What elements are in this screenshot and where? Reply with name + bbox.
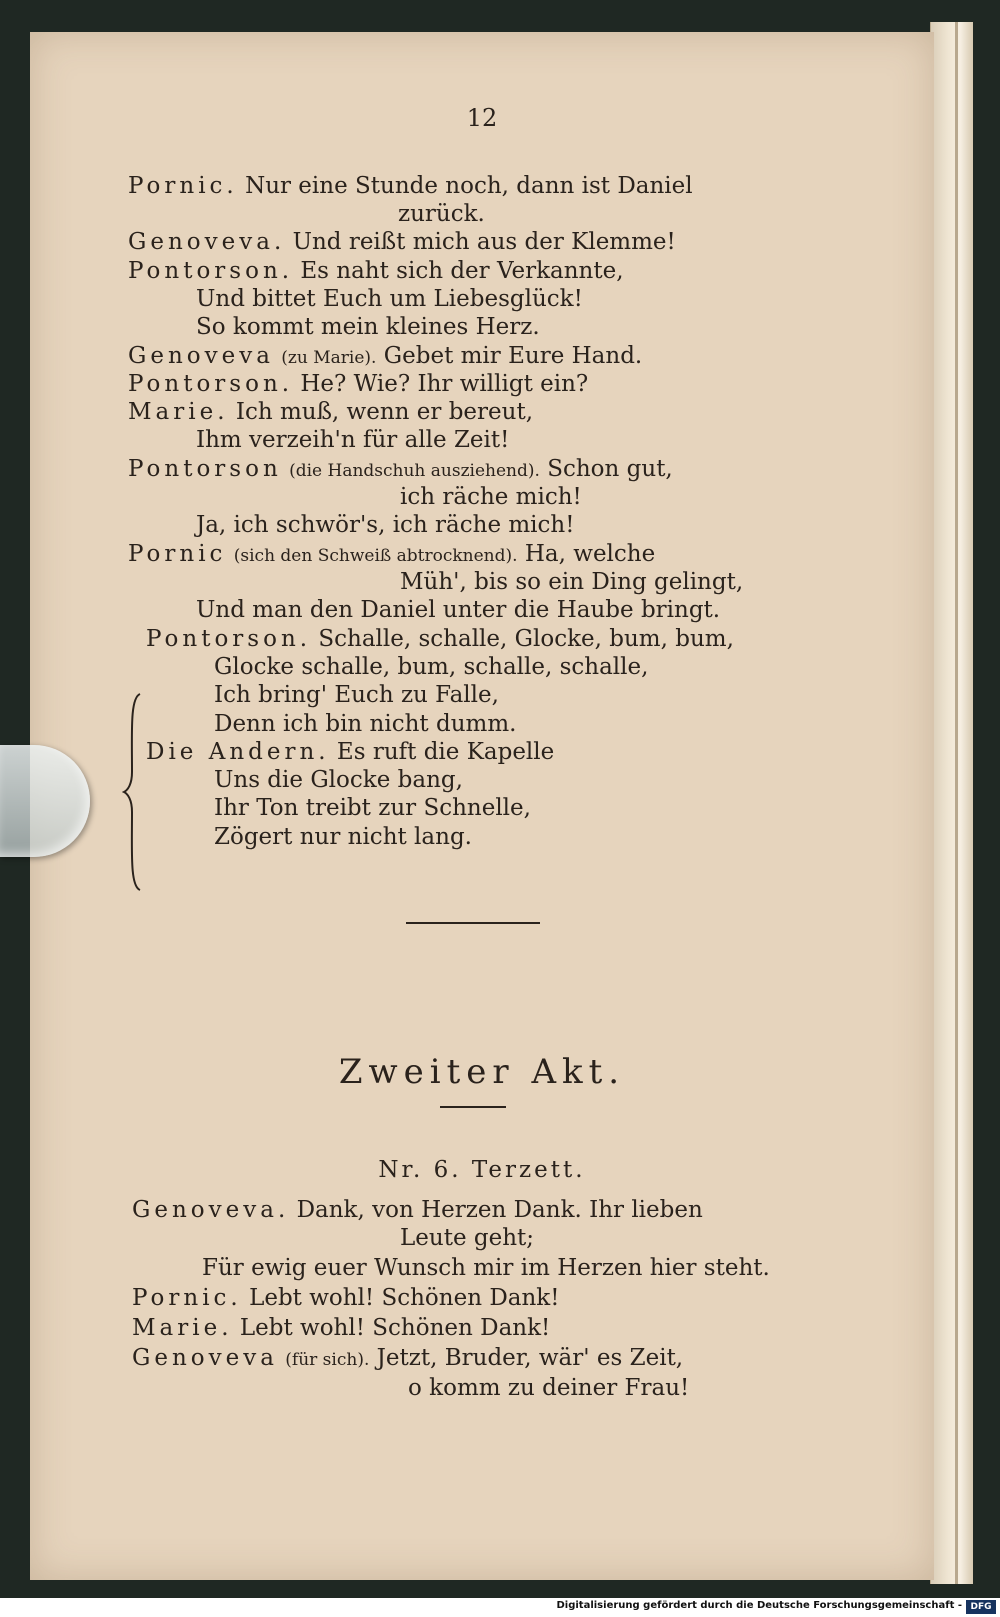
speaker: Marie. (128, 399, 229, 425)
page-number: 12 (466, 104, 498, 132)
text-line (214, 653, 648, 681)
line-text: zurück. (398, 201, 485, 227)
text-line (214, 681, 499, 709)
speaker: Pontorson (128, 456, 282, 482)
line-text: Glocke schalle, bum, schalle, schalle, (214, 654, 649, 680)
speaker: Pontorson. (128, 258, 294, 284)
line-text: Schon gut, (547, 456, 673, 482)
line-text: Gebet mir Eure Hand. (383, 343, 643, 369)
text-line (128, 228, 676, 256)
text-line (400, 1224, 534, 1252)
text-line (128, 540, 655, 570)
page-fold (955, 22, 958, 1584)
text-line (400, 483, 582, 511)
speaker: Genoveva (132, 1345, 278, 1371)
line-text: Ich bring' Euch zu Falle, (214, 682, 499, 708)
text-line (128, 257, 624, 285)
text-line (128, 342, 642, 372)
speaker: Pontorson. (128, 371, 294, 397)
line-text: Lebt wohl! Schönen Dank! (239, 1315, 551, 1341)
line-text: Leute geht; (400, 1225, 535, 1251)
line-text: Zögert nur nicht lang. (214, 824, 472, 850)
line-text: Es ruft die Kapelle (336, 739, 555, 765)
stage-direction: (für sich). (285, 1350, 370, 1370)
stage-direction: (die Handschuh ausziehend). (289, 461, 540, 481)
book-page (30, 32, 934, 1580)
line-text: Ihm verzeih'n für alle Zeit! (196, 427, 510, 453)
line-text: o komm zu deiner Frau! (408, 1375, 690, 1401)
line-text: Müh', bis so ein Ding gelingt, (400, 569, 744, 595)
line-text: Ihr Ton treibt zur Schnelle, (214, 795, 531, 821)
divider-rule-short (440, 1106, 506, 1108)
text-line (196, 426, 509, 454)
speaker: Marie. (132, 1315, 233, 1341)
line-text: Uns die Glocke bang, (214, 767, 463, 793)
text-line (128, 172, 693, 200)
speaker: Genoveva. (128, 229, 286, 255)
line-text: Ha, welche (524, 541, 656, 567)
text-line (398, 200, 485, 228)
stage-direction: (sich den Schweiß abtrocknend). (233, 546, 518, 566)
text-line (214, 710, 516, 738)
line-text: He? Wie? Ihr willigt ein? (300, 371, 589, 397)
text-line (128, 455, 673, 485)
text-line (132, 1284, 559, 1312)
line-text: Dank, von Herzen Dank. Ihr lieben (296, 1197, 703, 1223)
text-line (400, 568, 743, 596)
line-text: Nur eine Stunde noch, dann ist Daniel (245, 173, 693, 199)
footer-credit: Digitalisierung gefördert durch die Deutsche Forschungsgemeinschaft - (556, 1600, 962, 1611)
text-line (132, 1344, 683, 1374)
line-text: Ja, ich schwör's, ich räche mich! (196, 512, 575, 538)
text-line (196, 285, 583, 313)
text-line (196, 313, 540, 341)
speaker: Genoveva. (132, 1197, 290, 1223)
speaker: Pornic. (132, 1285, 242, 1311)
line-text: Und man den Daniel unter die Haube bringt. (196, 597, 721, 623)
text-line (132, 1196, 703, 1224)
line-text: ich räche mich! (400, 484, 582, 510)
act-title: Zweiter Akt. (338, 1052, 626, 1092)
text-line (196, 511, 574, 539)
line-text: Und reißt mich aus der Klemme! (292, 229, 676, 255)
text-line (214, 766, 463, 794)
line-text: Denn ich bin nicht dumm. (214, 711, 517, 737)
speaker: Genoveva (128, 343, 274, 369)
speaker: Pornic (128, 541, 227, 567)
stage-direction: (zu Marie). (281, 348, 377, 368)
text-line (146, 625, 734, 653)
speaker: Die Andern. (146, 739, 330, 765)
text-line (128, 398, 533, 426)
number-heading: Nr. 6. Terzett. (378, 1157, 586, 1183)
text-line (408, 1374, 689, 1402)
line-text: Ich muß, wenn er bereut, (235, 399, 534, 425)
text-line (214, 794, 531, 822)
line-text: Es naht sich der Verkannte, (300, 258, 624, 284)
line-text: Lebt wohl! Schönen Dank! (249, 1285, 560, 1311)
line-text: Jetzt, Bruder, wär' es Zeit, (376, 1345, 684, 1371)
page-edge (930, 22, 973, 1584)
text-line (196, 596, 720, 624)
line-text: Schalle, schalle, Glocke, bum, bum, (318, 626, 734, 652)
text-line (132, 1314, 550, 1342)
text-line (202, 1254, 770, 1282)
ensemble-brace (122, 692, 144, 892)
text-line (146, 738, 554, 766)
dfg-logo: DFG (966, 1600, 996, 1614)
line-text: Und bittet Euch um Liebesglück! (196, 286, 583, 312)
speaker: Pontorson. (146, 626, 312, 652)
text-line (214, 823, 472, 851)
text-line (128, 370, 588, 398)
speaker: Pornic. (128, 173, 238, 199)
divider-rule (406, 922, 540, 924)
line-text: Für ewig euer Wunsch mir im Herzen hier steht. (202, 1255, 770, 1281)
line-text: So kommt mein kleines Herz. (196, 314, 540, 340)
